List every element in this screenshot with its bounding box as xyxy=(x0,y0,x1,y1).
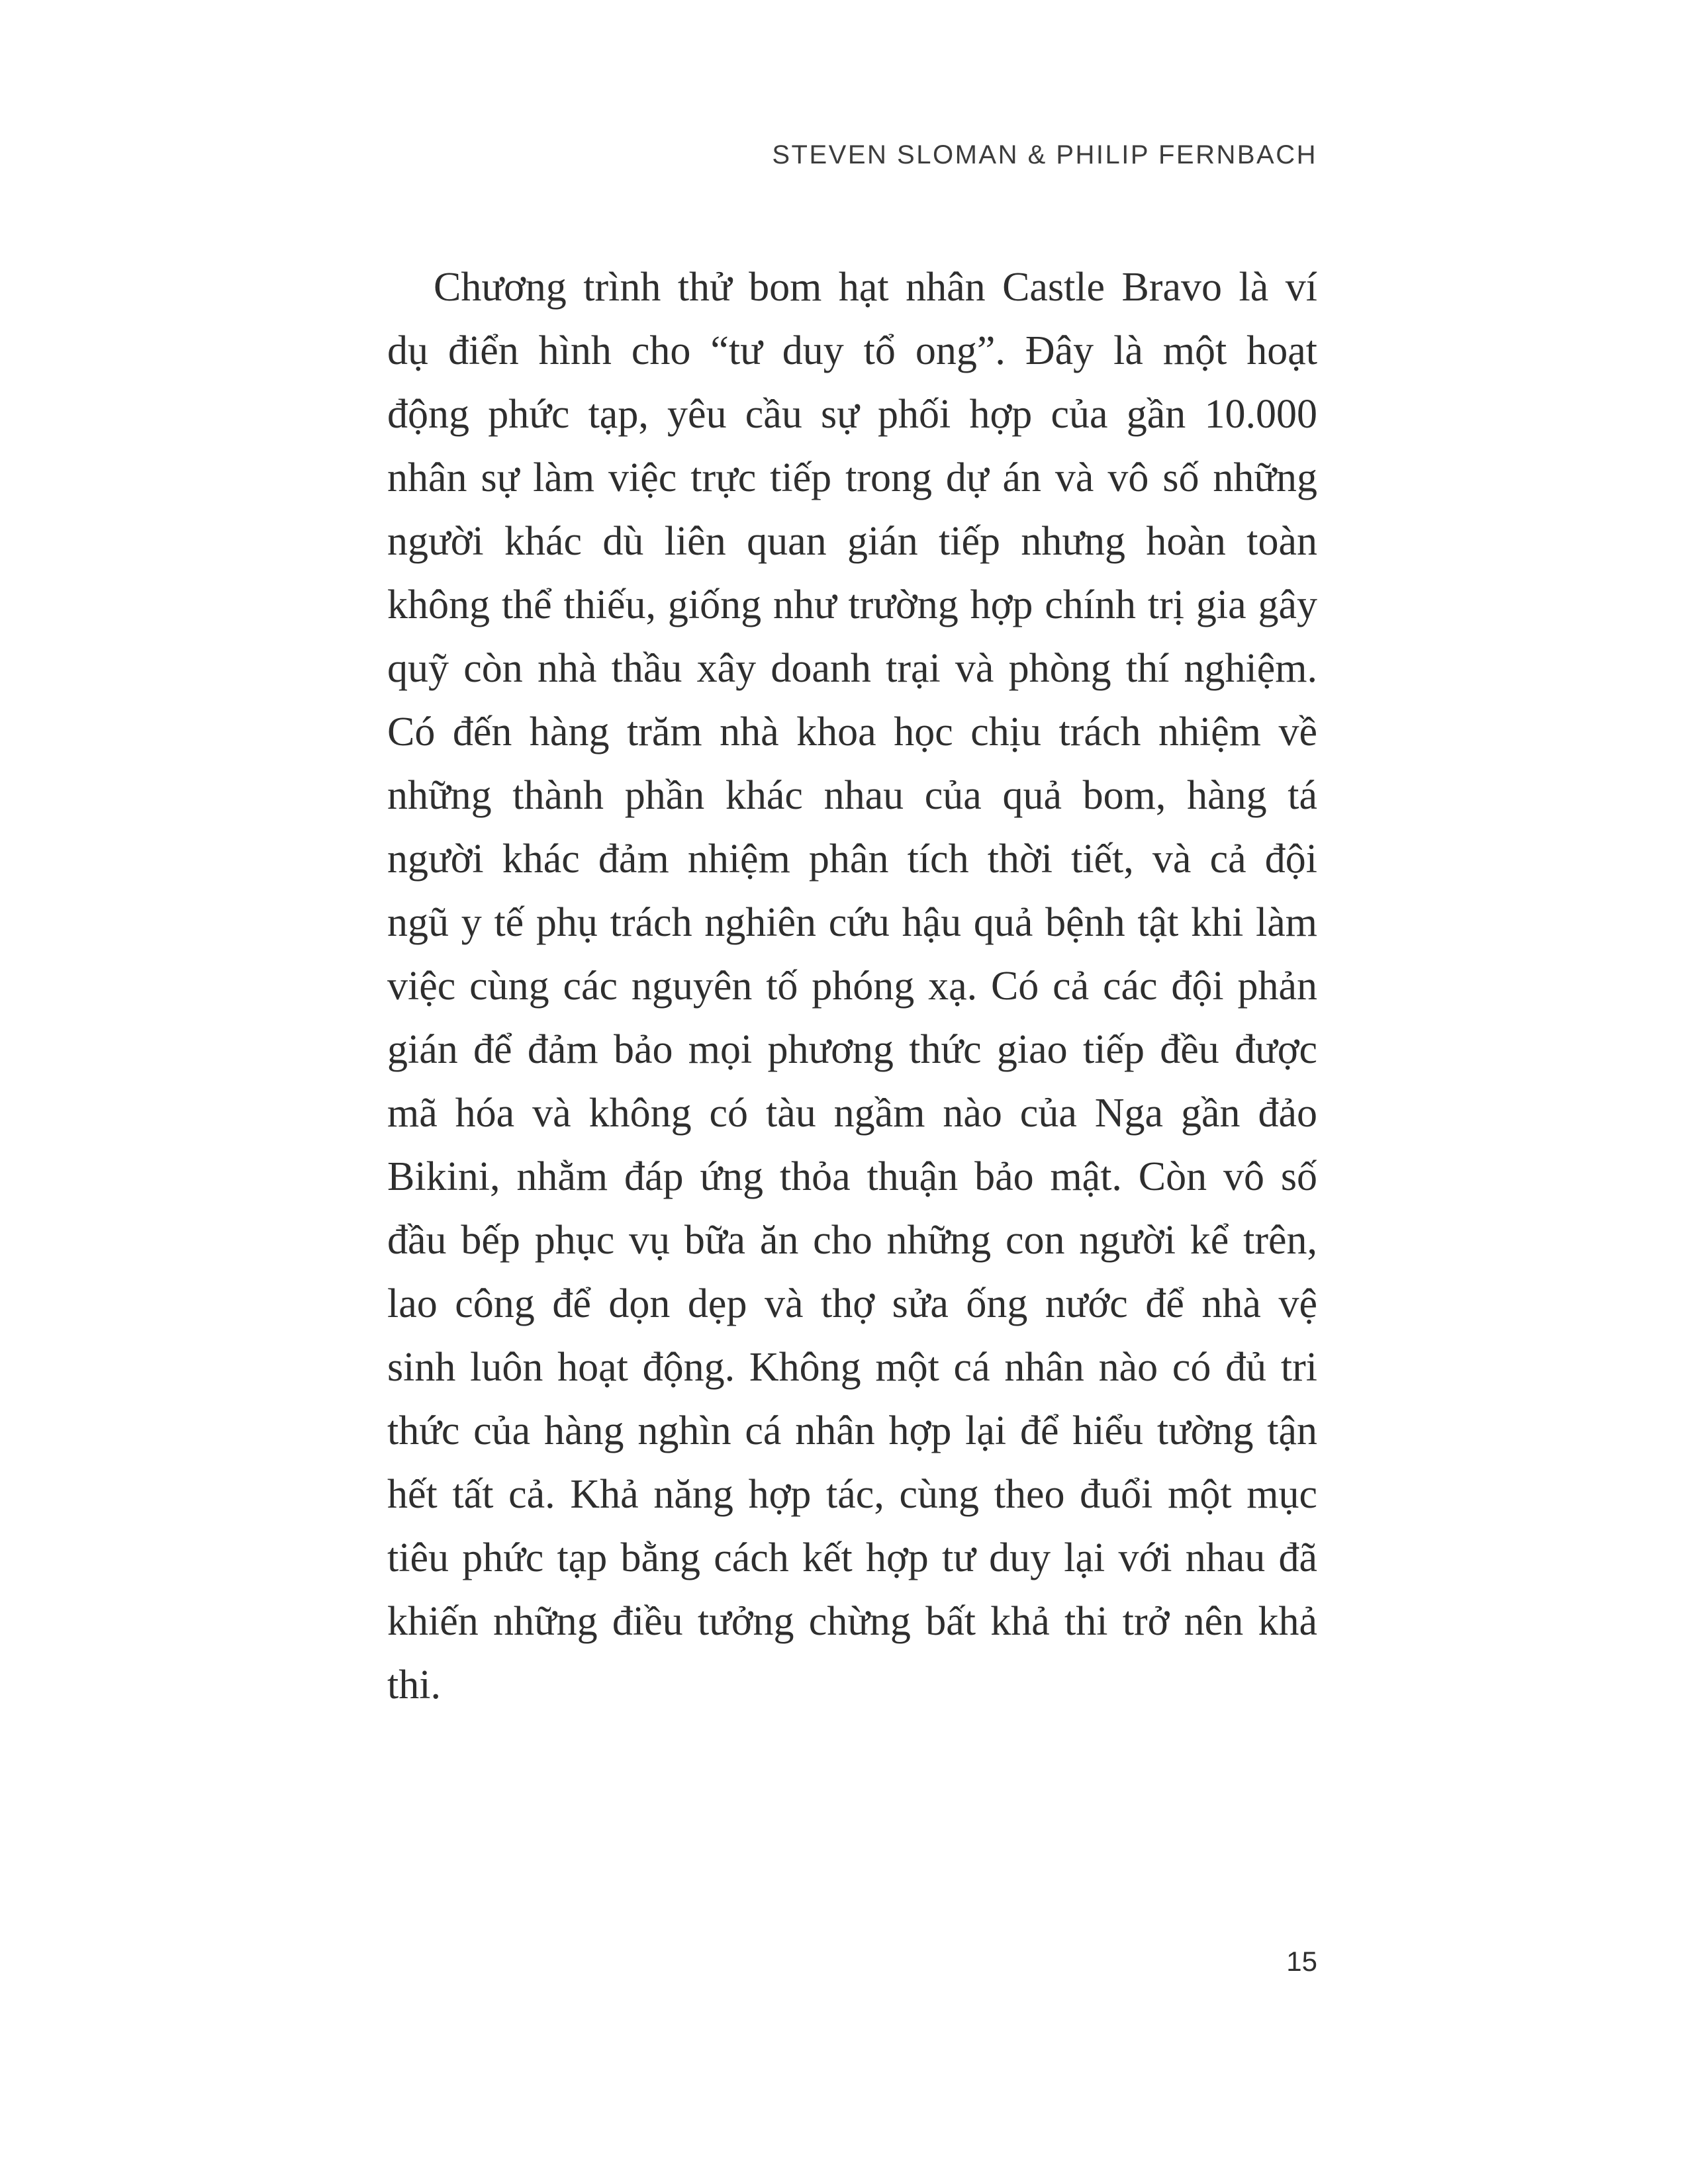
author-header: STEVEN SLOMAN & PHILIP FERNBACH xyxy=(772,140,1317,169)
body-paragraph: Chương trình thử bom hạt nhân Castle Bravo là ví dụ điển hình cho “tư duy tổ ong”. Đây là một hoạt động phức tạp, yêu cầu sự phối hợp của gần 10.000 nhân sự làm việc trực tiếp trong dự án và vô số những người khác dù liên quan gián tiếp nhưng hoàn toàn không thể thiếu, giống như trường hợp chính trị gia gây quỹ còn nhà thầu xây doanh trại và phòng thí nghiệm. Có đến hàng trăm nhà khoa học chịu trách nhiệm về những thành phần khác nhau của quả bom, hàng tá người khác đảm nhiệm phân tích thời tiết, và cả đội ngũ y tế phụ trách nghiên cứu hậu quả bệnh tật khi làm việc cùng các nguyên tố phóng xạ. Có cả các đội phản gián để đảm bảo mọi phương thức giao tiếp đều được mã hóa và không có tàu ngầm nào của Nga gần đảo Bikini, nhằm đáp ứng thỏa thuận bảo mật. Còn vô số đầu bếp phục vụ bữa ăn cho những con người kể trên, lao công để dọn dẹp và thợ sửa ống nước để nhà vệ sinh luôn hoạt động. Không một cá nhân nào có đủ tri thức của hàng nghìn cá nhân hợp lại để hiểu tường tận hết tất cả. Khả năng hợp tác, cùng theo đuổi một mục tiêu phức tạp bằng cách kết hợp tư duy lại với nhau đã khiến những điều tưởng chừng bất khả thi trở nên khả thi. xyxy=(387,265,1317,1707)
page-number: 15 xyxy=(1286,1946,1317,1977)
content-column xyxy=(387,139,1317,1717)
